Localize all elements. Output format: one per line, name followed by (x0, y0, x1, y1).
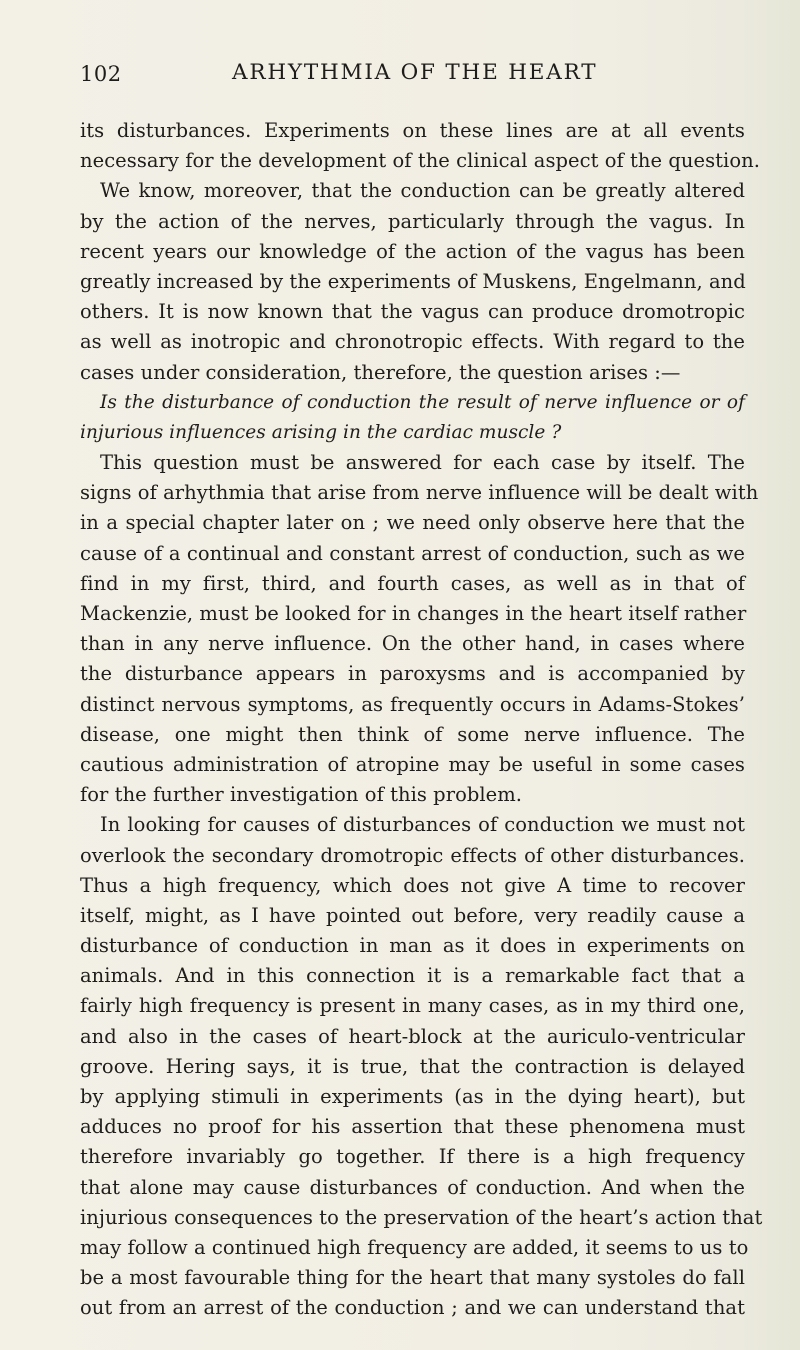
text-line: injurious consequences to the preservation of the heart’s action that (80, 1205, 763, 1229)
text-line: greatly increased by the experiments of Muskens, Engelmann, and (80, 269, 746, 293)
text-line: In looking for causes of disturbances of conduction we must not (100, 813, 745, 837)
text-line: in a special chapter later on ; we need only observe here that the (80, 511, 745, 535)
text-line: for the further investigation of this problem. (80, 783, 523, 807)
text-line: cases under consideration, therefore, the question arises :— (80, 360, 681, 384)
text-line: find in my first, third, and fourth cases, as well as in that of (80, 571, 745, 595)
text-line: be a most favourable thing for the heart that many systoles do fall (80, 1266, 745, 1290)
text-line: groove. Hering says, it is true, that the contraction is delayed (80, 1054, 745, 1078)
page-number: 102 (80, 62, 122, 86)
text-line: recent years our knowledge of the action of the vagus has been (80, 239, 745, 263)
italic-question-line: Is the disturbance of conduction the result of nerve influence or of (100, 391, 745, 413)
text-line: than in any nerve influence. On the other hand, in cases where (80, 632, 745, 656)
text-line: by the action of the nerves, particularly through the vagus. In (80, 209, 745, 233)
text-line: others. It is now known that the vagus can produce dromotropic (80, 300, 745, 324)
text-line: disease, one might then think of some nerve influence. The (80, 722, 745, 746)
text-line: as well as inotropic and chronotropic effects. With regard to the (80, 330, 745, 354)
text-line: that alone may cause disturbances of conduction. And when the (80, 1175, 745, 1199)
text-line: its disturbances. Experiments on these lines are at all events (80, 119, 745, 142)
text-line: distinct nervous symptoms, as frequently occurs in Adams-Stokes’ (80, 692, 745, 716)
text-line: necessary for the development of the clinical aspect of the question. (80, 149, 760, 173)
text-line: the disturbance appears in paroxysms and is accompanied by (80, 662, 745, 686)
text-line: may follow a continued high frequency are added, it seems to us to (80, 1235, 749, 1259)
text-line: fairly high frequency is present in many cases, as in my third one, (80, 994, 745, 1018)
page-header (80, 60, 745, 100)
text-line: cause of a continual and constant arrest of conduction, such as we (80, 541, 745, 565)
body-text (80, 116, 763, 1324)
italic-question-line: injurious influences arising in the cardiac muscle ? (80, 421, 562, 443)
text-line: This question must be answered for each case by itself. The (100, 451, 745, 475)
text-line: Thus a high frequency, which does not give A time to recover (80, 873, 745, 897)
text-line: Mackenzie, must be looked for in changes in the heart itself rather (80, 602, 747, 625)
text-line: therefore invariably go together. If there is a high frequency (80, 1145, 745, 1169)
text-line: out from an arrest of the conduction ; and we can understand that (80, 1296, 745, 1320)
text-line: and also in the cases of heart-block at the auriculo-ventricular (80, 1024, 745, 1048)
text-line: adduces no proof for his assertion that these phenomena must (80, 1115, 745, 1139)
text-line: disturbance of conduction in man as it does in experiments on (80, 934, 745, 958)
text-line: cautious administration of atropine may be useful in some cases (80, 752, 745, 776)
text-line: itself, might, as I have pointed out before, very readily cause a (80, 903, 745, 927)
text-line: by applying stimuli in experiments (as in the dying heart), but (80, 1085, 745, 1108)
running-head: ARHYTHMIA OF THE HEART (232, 60, 598, 85)
text-line: signs of arhythmia that arise from nerve influence will be dealt with (80, 481, 759, 505)
text-line: animals. And in this connection it is a remarkable fact that a (80, 964, 745, 988)
text-line: We know, moreover, that the conduction can be greatly altered (100, 179, 745, 203)
text-line: overlook the secondary dromotropic effects of other disturbances. (80, 843, 745, 867)
